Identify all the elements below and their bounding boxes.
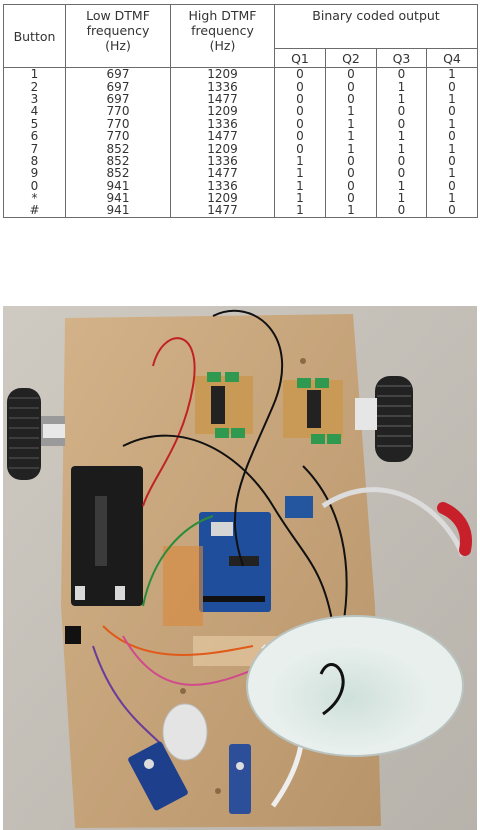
cell-button: 9 (4, 167, 66, 179)
cell-q1: 1 (275, 204, 326, 217)
header-binary-output: Binary coded output (275, 5, 478, 49)
robot-photo (3, 306, 477, 830)
cell-q1: 0 (275, 93, 326, 105)
cell-high-frequency: 1477 (171, 93, 275, 105)
cell-q3: 1 (377, 130, 427, 142)
table-body (4, 68, 478, 218)
table-row (4, 167, 478, 179)
cell-q2: 1 (326, 105, 377, 117)
cell-high-frequency: 1209 (171, 192, 275, 204)
cell-q2: 0 (326, 155, 377, 167)
cell-q2: 1 (326, 142, 377, 154)
dtmf-module-left (195, 372, 253, 438)
water-cup (247, 616, 463, 756)
table-row (4, 142, 478, 154)
header-high-line-1: High DTMF (188, 8, 257, 23)
cell-q3: 0 (377, 155, 427, 167)
cell-q3: 0 (377, 68, 427, 81)
cell-button: 4 (4, 105, 66, 117)
cell-button: 1 (4, 68, 66, 81)
cell-q3: 1 (377, 192, 427, 204)
cell-q1: 0 (275, 80, 326, 92)
cell-high-frequency: 1336 (171, 155, 275, 167)
cell-q4: 0 (427, 80, 478, 92)
cell-q4: 1 (427, 118, 478, 130)
cell-low-frequency: 770 (66, 130, 171, 142)
cell-q4: 0 (427, 155, 478, 167)
cell-q4: 0 (427, 130, 478, 142)
cell-q2: 0 (326, 192, 377, 204)
header-q1: Q1 (275, 49, 326, 68)
cell-high-frequency: 1477 (171, 130, 275, 142)
cell-q2: 0 (326, 80, 377, 92)
cell-q1: 1 (275, 155, 326, 167)
cell-button: 0 (4, 180, 66, 192)
cell-q1: 1 (275, 192, 326, 204)
table-row (4, 155, 478, 167)
table-row (4, 68, 478, 81)
cell-q2: 0 (326, 167, 377, 179)
cell-high-frequency: 1336 (171, 180, 275, 192)
table-row (4, 105, 478, 117)
cell-q2: 1 (326, 204, 377, 217)
cell-high-frequency: 1336 (171, 118, 275, 130)
table-row (4, 180, 478, 192)
cell-low-frequency: 770 (66, 105, 171, 117)
cell-q2: 0 (326, 68, 377, 81)
dtmf-module-right (283, 378, 343, 444)
table-row (4, 130, 478, 142)
cell-high-frequency: 1209 (171, 68, 275, 81)
cell-q2: 1 (326, 130, 377, 142)
cell-low-frequency: 852 (66, 142, 171, 154)
cell-q3: 0 (377, 105, 427, 117)
cell-q1: 0 (275, 105, 326, 117)
cell-low-frequency: 852 (66, 155, 171, 167)
cell-button: 3 (4, 93, 66, 105)
cell-q1: 1 (275, 167, 326, 179)
header-q4: Q4 (427, 49, 478, 68)
cell-high-frequency: 1477 (171, 204, 275, 217)
cell-q2: 1 (326, 118, 377, 130)
table-row (4, 93, 478, 105)
cell-q4: 1 (427, 68, 478, 81)
cell-button: 7 (4, 142, 66, 154)
cell-q3: 1 (377, 93, 427, 105)
table-row (4, 80, 478, 92)
dtmf-table (3, 4, 478, 218)
header-low-frequency (66, 5, 171, 68)
header-low-line-1: Low DTMF (86, 8, 150, 23)
cell-button: 6 (4, 130, 66, 142)
cell-q4: 0 (427, 180, 478, 192)
cell-high-frequency: 1336 (171, 80, 275, 92)
header-q2: Q2 (326, 49, 377, 68)
header-high-line-2: frequency (191, 23, 254, 38)
header-q3: Q3 (377, 49, 427, 68)
cell-low-frequency: 941 (66, 180, 171, 192)
cell-q4: 0 (427, 105, 478, 117)
cell-q1: 0 (275, 118, 326, 130)
cell-low-frequency: 697 (66, 93, 171, 105)
cell-button: # (4, 204, 66, 217)
cell-q1: 1 (275, 180, 326, 192)
bluetooth-module (285, 496, 313, 518)
cell-q3: 0 (377, 204, 427, 217)
cell-button: 8 (4, 155, 66, 167)
header-button: Button (4, 5, 66, 68)
cell-q4: 1 (427, 192, 478, 204)
header-low-line-2: frequency (86, 23, 150, 38)
cell-q3: 0 (377, 167, 427, 179)
cell-q3: 1 (377, 80, 427, 92)
cell-high-frequency: 1477 (171, 167, 275, 179)
cell-q3: 1 (377, 142, 427, 154)
header-high-frequency (171, 5, 275, 68)
cell-q3: 1 (377, 180, 427, 192)
cell-q2: 0 (326, 180, 377, 192)
dtmf-table-container (3, 4, 477, 218)
cell-low-frequency: 941 (66, 204, 171, 217)
cell-q2: 0 (326, 93, 377, 105)
robot-photo-illustration (3, 306, 477, 830)
cell-q4: 1 (427, 142, 478, 154)
cell-low-frequency: 941 (66, 192, 171, 204)
cell-high-frequency: 1209 (171, 105, 275, 117)
cell-button: 2 (4, 80, 66, 92)
cell-q4: 1 (427, 93, 478, 105)
cell-low-frequency: 697 (66, 80, 171, 92)
table-row (4, 118, 478, 130)
cell-button: * (4, 192, 66, 204)
cell-high-frequency: 1209 (171, 142, 275, 154)
cell-button: 5 (4, 118, 66, 130)
cell-low-frequency: 852 (66, 167, 171, 179)
cell-q4: 0 (427, 204, 478, 217)
cell-q4: 1 (427, 167, 478, 179)
cell-q1: 0 (275, 130, 326, 142)
cell-q3: 0 (377, 118, 427, 130)
table-row (4, 204, 478, 217)
header-low-line-3: (Hz) (105, 38, 131, 53)
cell-q1: 0 (275, 68, 326, 81)
cell-low-frequency: 770 (66, 118, 171, 130)
cell-low-frequency: 697 (66, 68, 171, 81)
table-row (4, 192, 478, 204)
header-high-line-3: (Hz) (209, 38, 236, 53)
cell-q1: 0 (275, 142, 326, 154)
sensor-module-right (229, 744, 251, 814)
